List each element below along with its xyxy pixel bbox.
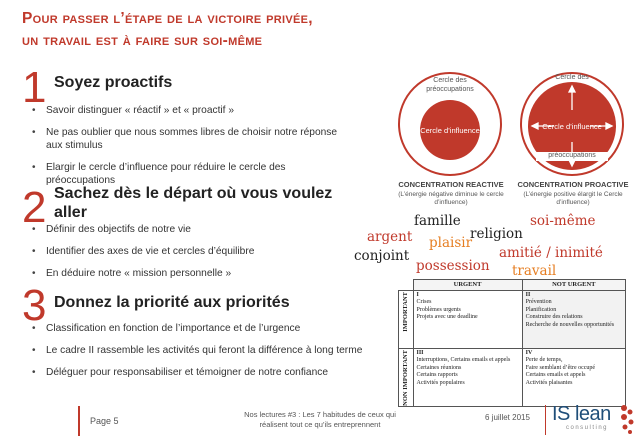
list-item: • Déléguer pour responsabiliser et témoigner de notre confiance: [28, 366, 368, 379]
section-1-title: Soyez proactifs: [54, 74, 173, 91]
word-conjoint: conjoint: [354, 248, 410, 264]
title-line-2: un travail est à faire sur soi-même: [22, 32, 263, 49]
word-possession: possession: [416, 258, 490, 274]
word-argent: argent: [367, 229, 413, 245]
matrix-q2: II Prévention Planification Construire des relations Recherche de nouvelles opportunités: [522, 290, 625, 348]
reactive-inner-label: Cercle d’influence: [420, 125, 480, 135]
footer-page: Page 5: [90, 416, 119, 426]
matrix-q3: III Interruptions, Certains emails et appels Certaines réunions Certains rapports Activités populaires: [413, 348, 522, 407]
footer-date: 6 juillet 2015: [485, 413, 530, 422]
matrix-q4: IV Perte de temps, Faire semblant d’être occupé Certains emails et appels Activités plaisantes: [522, 348, 625, 407]
reactive-caption: CONCENTRATION REACTIVE: [398, 180, 504, 189]
word-plaisir: plaisir: [429, 235, 473, 251]
footer-source: Nos lectures #3 : Les 7 habitudes de ceux qui réalisent tout ce qu’ils entreprennent: [244, 410, 396, 429]
logo-subtitle: consulting: [566, 425, 609, 431]
list-item: • En déduire notre « mission personnelle »: [28, 267, 348, 280]
matrix-row-not-important: NON IMPORTANT: [399, 348, 414, 407]
footer-divider-left: [78, 406, 80, 436]
proactive-caption: CONCENTRATION PROACTIVE: [517, 180, 629, 189]
list-item: • Elargir le cercle d’influence pour réduire le cercle des préoccupations: [28, 161, 348, 187]
reactive-inner-circle: [420, 100, 480, 160]
section-3-title: Donnez la priorité aux priorités: [54, 294, 290, 311]
section-2-number: 2: [22, 183, 47, 232]
matrix-col-urgent: URGENT: [413, 280, 522, 291]
list-item: • Définir des objectifs de notre vie: [28, 223, 348, 236]
word-travail: travail: [512, 263, 557, 279]
reactive-outer-label: Cercle des préoccupations: [426, 77, 474, 93]
section-1-list: [28, 104, 348, 196]
footer-divider-right: [545, 405, 546, 435]
list-item: • Classification en fonction de l’importance et de l’urgence: [28, 322, 368, 335]
proactive-outer-label-top: Cercle des: [555, 74, 589, 81]
proactive-outer-label-bottom: préoccupations: [536, 152, 608, 161]
reactive-subcaption: (L’énergie négative diminue le cercle d’influence): [398, 191, 504, 206]
page-title: [22, 8, 542, 52]
list-item: • Le cadre II rassemble les activités qui feront la différence à long terme: [28, 344, 368, 357]
section-3-list: [28, 322, 368, 388]
logo: IS lean: [552, 403, 611, 425]
section-1-number: 1: [22, 63, 47, 112]
word-famille: famille: [414, 213, 461, 229]
word-religion: religion: [470, 226, 523, 242]
word-soi-meme: soi-même: [530, 213, 596, 229]
priority-matrix: [398, 279, 626, 407]
list-item: • Ne pas oublier que nous sommes libres de choisir notre réponse aux stimulus: [28, 126, 348, 152]
logo-dots-icon: [618, 404, 636, 438]
word-amitie: amitié / inimité: [499, 245, 603, 261]
matrix-col-not-urgent: NOT URGENT: [522, 280, 625, 291]
section-3-number: 3: [22, 281, 47, 330]
list-item: • Savoir distinguer « réactif » et « proactif »: [28, 104, 348, 117]
section-2-title: Sachez dès le départ où vous voulez aller: [54, 185, 333, 221]
title-line-1: Pour passer l’étape de la victoire privée,: [22, 10, 313, 27]
matrix-row-important: IMPORTANT: [399, 290, 414, 348]
proactive-inner-label: Cercle d’influence: [542, 121, 602, 131]
list-item: • Identifier des axes de vie et cercles d’équilibre: [28, 245, 348, 258]
matrix-q1: I Crises Problèmes urgents Projets avec une deadline: [413, 290, 522, 348]
proactive-subcaption: (L’énergie positive élargit le Cercle d’influence): [523, 191, 623, 206]
section-2-list: [28, 223, 348, 289]
